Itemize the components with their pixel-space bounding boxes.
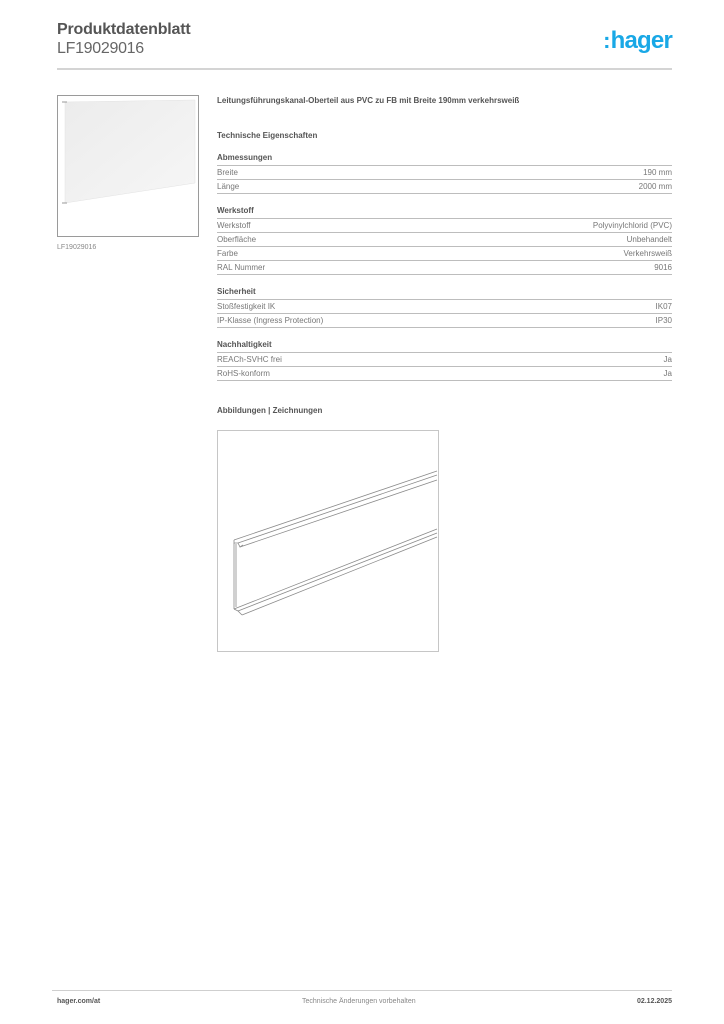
cable-duct-cover-drawing-icon xyxy=(218,431,438,651)
property-label: REACh-SVHC frei xyxy=(217,355,282,364)
section-safety xyxy=(217,287,672,328)
property-label: RoHS-konform xyxy=(217,369,270,378)
property-row xyxy=(217,314,672,328)
figures-drawings-heading: Abbildungen | Zeichnungen xyxy=(217,406,323,415)
property-row xyxy=(217,261,672,275)
property-row xyxy=(217,233,672,247)
property-row xyxy=(217,247,672,261)
property-value: Polyvinylchlorid (PVC) xyxy=(592,221,672,230)
section-title: Nachhaltigkeit xyxy=(217,340,672,353)
logo-colon-icon: : xyxy=(603,28,610,53)
property-label: RAL Nummer xyxy=(217,263,266,272)
cover-panel-image-icon xyxy=(58,96,198,236)
document-title: Produktdatenblatt xyxy=(57,21,191,38)
header-divider xyxy=(57,68,672,70)
product-details xyxy=(217,96,672,416)
footer-divider xyxy=(52,990,672,991)
property-value: Ja xyxy=(663,355,672,364)
property-label: Werkstoff xyxy=(217,221,251,230)
property-value: 9016 xyxy=(654,263,672,272)
section-material xyxy=(217,206,672,275)
property-label: Stoßfestigkeit IK xyxy=(217,302,276,311)
property-value: 2000 mm xyxy=(638,182,672,191)
property-value: IP30 xyxy=(655,316,672,325)
document-header xyxy=(57,20,191,58)
property-row xyxy=(217,180,672,194)
property-value: Ja xyxy=(663,369,672,378)
footer-website-link[interactable]: hager.com/at xyxy=(57,998,101,1005)
thumbnail-caption: LF19029016 xyxy=(57,244,97,251)
property-label: Länge xyxy=(217,182,240,191)
property-row xyxy=(217,300,672,314)
product-description: Leitungsführungskanal-Oberteil aus PVC zu FB mit Breite 190mm verkehrsweiß xyxy=(217,96,520,105)
footer-date: 02.12.2025 xyxy=(636,998,672,1005)
technical-drawing xyxy=(217,430,439,652)
property-row xyxy=(217,219,672,233)
section-sustainability xyxy=(217,340,672,381)
hager-logo xyxy=(603,27,672,55)
property-value: Unbehandelt xyxy=(626,235,672,244)
property-row xyxy=(217,367,672,381)
footer-disclaimer: Technische Änderungen vorbehalten xyxy=(302,998,416,1005)
section-title: Werkstoff xyxy=(217,206,672,219)
section-title: Sicherheit xyxy=(217,287,672,300)
section-dimensions xyxy=(217,153,672,194)
property-value: 190 mm xyxy=(643,168,672,177)
section-title: Abmessungen xyxy=(217,153,672,166)
property-value: Verkehrsweiß xyxy=(623,249,672,258)
logo-text: hager xyxy=(610,27,672,54)
property-label: IP-Klasse (Ingress Protection) xyxy=(217,316,324,325)
property-label: Farbe xyxy=(217,249,238,258)
property-label: Breite xyxy=(217,168,238,177)
property-value: IK07 xyxy=(655,302,672,311)
product-code: LF19029016 xyxy=(57,40,144,57)
technical-properties-heading: Technische Eigenschaften xyxy=(217,131,318,140)
property-label: Oberfläche xyxy=(217,235,257,244)
product-thumbnail xyxy=(57,95,199,237)
property-row xyxy=(217,353,672,367)
property-row xyxy=(217,166,672,180)
